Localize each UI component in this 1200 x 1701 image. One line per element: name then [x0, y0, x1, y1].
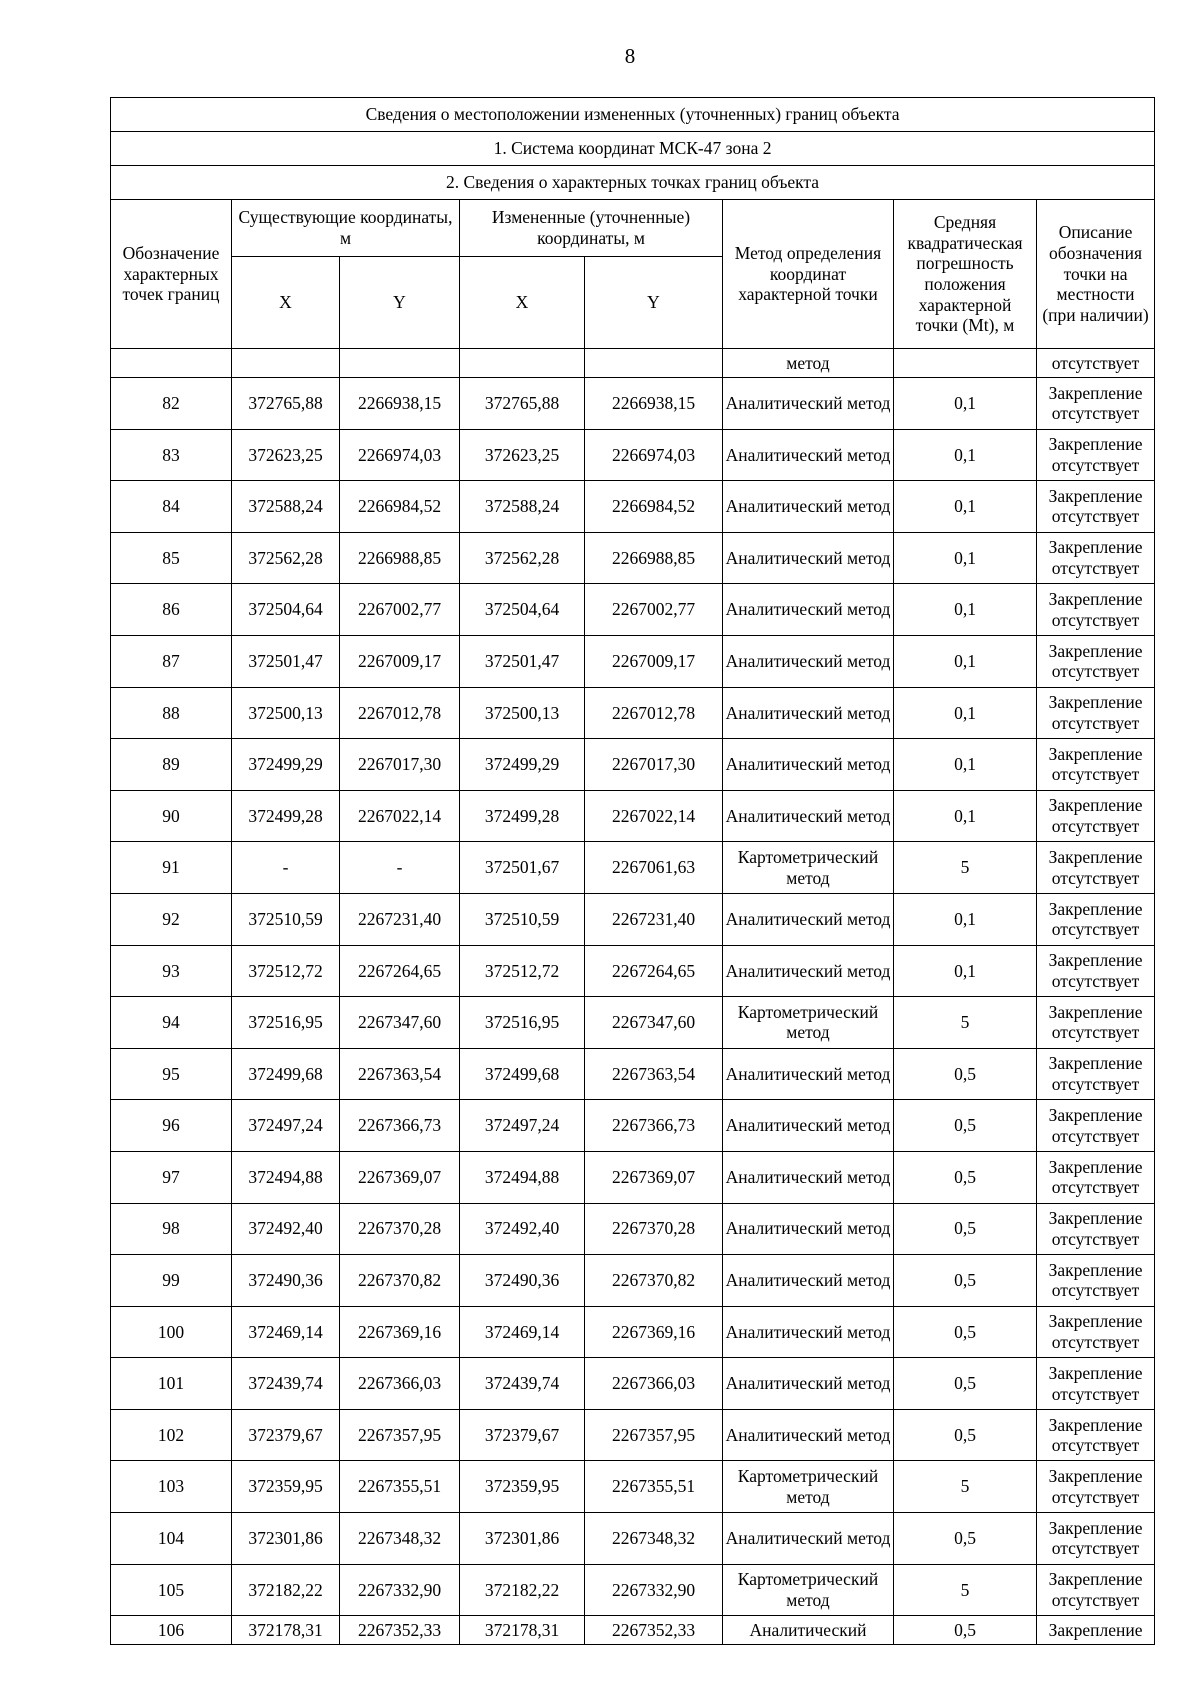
table-row	[111, 429, 1155, 481]
cell-changed-x: 372765,88	[460, 378, 585, 430]
cell-description: Закрепление отсутствует	[1037, 739, 1155, 791]
cell-existing-x: 372500,13	[232, 687, 340, 739]
table-row	[111, 842, 1155, 894]
table-row	[111, 945, 1155, 997]
table-row	[111, 893, 1155, 945]
table-row	[111, 1358, 1155, 1410]
page-number: 8	[624, 44, 636, 68]
cell-existing-x: -	[232, 842, 340, 894]
cell-existing-x: 372178,31	[232, 1616, 340, 1645]
cell-point-number: 94	[111, 997, 232, 1049]
cell-existing-y: 2267231,40	[340, 893, 460, 945]
cell-description: Закрепление	[1037, 1616, 1155, 1645]
cell-empty	[340, 349, 460, 378]
cell-changed-x: 372497,24	[460, 1100, 585, 1152]
cell-changed-x: 372501,47	[460, 635, 585, 687]
cell-changed-y: 2267009,17	[585, 635, 723, 687]
cell-method: Аналитический метод	[723, 1409, 894, 1461]
cell-existing-x: 372512,72	[232, 945, 340, 997]
cell-changed-x: 372501,67	[460, 842, 585, 894]
cell-changed-x: 372516,95	[460, 997, 585, 1049]
cell-method: Картометрический метод	[723, 842, 894, 894]
cell-description: Закрепление отсутствует	[1037, 1048, 1155, 1100]
cell-changed-y: 2267022,14	[585, 790, 723, 842]
table-title-row	[111, 98, 1155, 132]
cell-existing-x: 372504,64	[232, 584, 340, 636]
cell-existing-y: 2266938,15	[340, 378, 460, 430]
cell-existing-y: 2266984,52	[340, 481, 460, 533]
table-row	[111, 687, 1155, 739]
cell-changed-x: 372562,28	[460, 532, 585, 584]
cell-existing-x: 372510,59	[232, 893, 340, 945]
cell-existing-y: 2267352,33	[340, 1616, 460, 1645]
cell-error: 0,1	[894, 532, 1037, 584]
header-row-1	[111, 200, 1155, 257]
cell-existing-x: 372516,95	[232, 997, 340, 1049]
cell-method: Аналитический метод	[723, 635, 894, 687]
cell-existing-y: 2267363,54	[340, 1048, 460, 1100]
cell-point-number: 90	[111, 790, 232, 842]
cell-description: Закрепление отсутствует	[1037, 635, 1155, 687]
cell-point-number: 86	[111, 584, 232, 636]
cell-existing-x: 372492,40	[232, 1203, 340, 1255]
cell-changed-x: 372379,67	[460, 1409, 585, 1461]
table-row	[111, 739, 1155, 791]
cell-changed-x: 372492,40	[460, 1203, 585, 1255]
cell-description: Закрепление отсутствует	[1037, 687, 1155, 739]
cell-point-number: 103	[111, 1461, 232, 1513]
cell-description: Закрепление отсутствует	[1037, 790, 1155, 842]
cell-existing-y: 2267002,77	[340, 584, 460, 636]
table-row	[111, 1564, 1155, 1616]
cell-description: Закрепление отсутствует	[1037, 842, 1155, 894]
cell-existing-x: 372588,24	[232, 481, 340, 533]
cell-method: Аналитический метод	[723, 584, 894, 636]
cell-empty	[111, 349, 232, 378]
table-row	[111, 997, 1155, 1049]
cell-changed-x: 372301,86	[460, 1513, 585, 1565]
table-row	[111, 790, 1155, 842]
cell-changed-x: 372500,13	[460, 687, 585, 739]
cell-method: Картометрический метод	[723, 1461, 894, 1513]
cell-error: 5	[894, 1564, 1037, 1616]
cell-changed-x: 372178,31	[460, 1616, 585, 1645]
cell-error: 5	[894, 1461, 1037, 1513]
cell-method: Аналитический метод	[723, 893, 894, 945]
cell-empty	[585, 349, 723, 378]
cell-existing-x: 372469,14	[232, 1306, 340, 1358]
cell-existing-y: 2267009,17	[340, 635, 460, 687]
cell-existing-x: 372359,95	[232, 1461, 340, 1513]
cell-description: Закрепление отсутствует	[1037, 1513, 1155, 1565]
cell-existing-x: 372497,24	[232, 1100, 340, 1152]
cell-existing-y: 2267357,95	[340, 1409, 460, 1461]
cell-changed-x: 372490,36	[460, 1255, 585, 1307]
cell-existing-y: 2266974,03	[340, 429, 460, 481]
cell-error: 0,5	[894, 1409, 1037, 1461]
cell-point-number: 104	[111, 1513, 232, 1565]
table-row	[111, 481, 1155, 533]
cell-method: Аналитический метод	[723, 1306, 894, 1358]
table-row	[111, 1048, 1155, 1100]
cell-existing-y: 2267366,03	[340, 1358, 460, 1410]
cell-existing-y: 2267348,32	[340, 1513, 460, 1565]
cell-method: Аналитический метод	[723, 1151, 894, 1203]
header-existing-y: Y	[340, 257, 460, 349]
cell-description: Закрепление отсутствует	[1037, 1203, 1155, 1255]
cell-changed-y: 2267332,90	[585, 1564, 723, 1616]
cell-changed-x: 372504,64	[460, 584, 585, 636]
cell-existing-y: 2267369,16	[340, 1306, 460, 1358]
cell-method: Аналитический метод	[723, 1048, 894, 1100]
cell-point-number: 82	[111, 378, 232, 430]
cell-description: Закрепление отсутствует	[1037, 378, 1155, 430]
cell-method: Картометрический метод	[723, 1564, 894, 1616]
cell-error: 0,1	[894, 739, 1037, 791]
cell-error: 0,5	[894, 1616, 1037, 1645]
cell-empty	[894, 349, 1037, 378]
cell-method: метод	[723, 349, 894, 378]
cell-existing-y: 2267347,60	[340, 997, 460, 1049]
table-row	[111, 635, 1155, 687]
cell-empty	[232, 349, 340, 378]
cell-point-number: 91	[111, 842, 232, 894]
cell-point-number: 83	[111, 429, 232, 481]
cell-point-number: 95	[111, 1048, 232, 1100]
cell-changed-x: 372494,88	[460, 1151, 585, 1203]
cell-existing-y: 2267012,78	[340, 687, 460, 739]
continuation-row	[111, 349, 1155, 378]
cell-point-number: 84	[111, 481, 232, 533]
cell-existing-y: -	[340, 842, 460, 894]
cell-existing-x: 372501,47	[232, 635, 340, 687]
header-error: Средняя квадратическая погрешность положения характерной точки (Mt), м	[894, 200, 1037, 349]
table-row	[111, 1409, 1155, 1461]
cell-error: 0,1	[894, 429, 1037, 481]
coordinate-system: 1. Система координат МСК-47 зона 2	[111, 132, 1155, 166]
cell-changed-x: 372439,74	[460, 1358, 585, 1410]
cell-existing-x: 372439,74	[232, 1358, 340, 1410]
cell-method: Аналитический	[723, 1616, 894, 1645]
cell-error: 0,5	[894, 1255, 1037, 1307]
coordinate-system-row	[111, 132, 1155, 166]
cell-error: 0,5	[894, 1358, 1037, 1410]
cell-description: Закрепление отсутствует	[1037, 893, 1155, 945]
cell-changed-y: 2267366,03	[585, 1358, 723, 1410]
cell-changed-x: 372623,25	[460, 429, 585, 481]
cell-existing-x: 372494,88	[232, 1151, 340, 1203]
cell-point-number: 88	[111, 687, 232, 739]
header-method: Метод определения координат характерной точки	[723, 200, 894, 349]
header-changed-y: Y	[585, 257, 723, 349]
cell-point-number: 89	[111, 739, 232, 791]
cell-existing-y: 2267355,51	[340, 1461, 460, 1513]
cell-description: Закрепление отсутствует	[1037, 1409, 1155, 1461]
cell-error: 0,5	[894, 1100, 1037, 1152]
cell-changed-y: 2267017,30	[585, 739, 723, 791]
cell-error: 0,1	[894, 945, 1037, 997]
cell-method: Аналитический метод	[723, 481, 894, 533]
cell-description: Закрепление отсутствует	[1037, 481, 1155, 533]
cell-existing-y: 2267332,90	[340, 1564, 460, 1616]
cell-changed-y: 2267061,63	[585, 842, 723, 894]
cell-error: 0,5	[894, 1048, 1037, 1100]
cell-point-number: 93	[111, 945, 232, 997]
table-row	[111, 1255, 1155, 1307]
cell-error: 0,1	[894, 893, 1037, 945]
cell-changed-y: 2267352,33	[585, 1616, 723, 1645]
cell-error: 0,5	[894, 1203, 1037, 1255]
cell-method: Аналитический метод	[723, 1358, 894, 1410]
header-changed-x: X	[460, 257, 585, 349]
table-row	[111, 1100, 1155, 1152]
cell-changed-x: 372499,28	[460, 790, 585, 842]
cell-empty	[460, 349, 585, 378]
table-row	[111, 584, 1155, 636]
cell-point-number: 96	[111, 1100, 232, 1152]
cell-point-number: 102	[111, 1409, 232, 1461]
cell-changed-x: 372499,29	[460, 739, 585, 791]
boundary-points-table	[110, 97, 1155, 1645]
cell-description: Закрепление отсутствует	[1037, 1358, 1155, 1410]
cell-error: 5	[894, 997, 1037, 1049]
cell-changed-y: 2267012,78	[585, 687, 723, 739]
cell-existing-x: 372182,22	[232, 1564, 340, 1616]
table-row	[111, 1513, 1155, 1565]
cell-existing-x: 372765,88	[232, 378, 340, 430]
cell-changed-x: 372359,95	[460, 1461, 585, 1513]
cell-changed-y: 2267348,32	[585, 1513, 723, 1565]
cell-existing-y: 2267369,07	[340, 1151, 460, 1203]
cell-method: Аналитический метод	[723, 1255, 894, 1307]
cell-point-number: 100	[111, 1306, 232, 1358]
cell-method: Аналитический метод	[723, 1203, 894, 1255]
cell-error: 0,1	[894, 584, 1037, 636]
cell-point-number: 97	[111, 1151, 232, 1203]
cell-changed-y: 2267231,40	[585, 893, 723, 945]
table-title: Сведения о местоположении измененных (уточненных) границ объекта	[111, 98, 1155, 132]
cell-error: 0,1	[894, 790, 1037, 842]
cell-changed-y: 2267370,82	[585, 1255, 723, 1307]
cell-method: Картометрический метод	[723, 997, 894, 1049]
table-row	[111, 1616, 1155, 1645]
header-designation: Обозначение характерных точек границ	[111, 200, 232, 349]
cell-changed-y: 2267369,16	[585, 1306, 723, 1358]
cell-existing-y: 2267017,30	[340, 739, 460, 791]
header-existing-x: X	[232, 257, 340, 349]
cell-changed-x: 372510,59	[460, 893, 585, 945]
cell-description: Закрепление отсутствует	[1037, 1564, 1155, 1616]
table-row	[111, 1203, 1155, 1255]
cell-error: 0,1	[894, 378, 1037, 430]
cell-error: 0,1	[894, 635, 1037, 687]
cell-existing-y: 2267264,65	[340, 945, 460, 997]
cell-changed-y: 2267366,73	[585, 1100, 723, 1152]
cell-existing-x: 372490,36	[232, 1255, 340, 1307]
cell-point-number: 87	[111, 635, 232, 687]
section-title-row	[111, 166, 1155, 200]
cell-description: отсутствует	[1037, 349, 1155, 378]
cell-method: Аналитический метод	[723, 532, 894, 584]
cell-error: 5	[894, 842, 1037, 894]
table-row	[111, 1151, 1155, 1203]
cell-error: 0,5	[894, 1513, 1037, 1565]
cell-changed-y: 2267347,60	[585, 997, 723, 1049]
cell-error: 0,1	[894, 687, 1037, 739]
cell-method: Аналитический метод	[723, 378, 894, 430]
cell-existing-x: 372301,86	[232, 1513, 340, 1565]
header-description: Описание обозначения точки на местности (при наличии)	[1037, 200, 1155, 349]
cell-changed-y: 2267002,77	[585, 584, 723, 636]
table-row	[111, 1306, 1155, 1358]
cell-changed-y: 2266988,85	[585, 532, 723, 584]
cell-point-number: 98	[111, 1203, 232, 1255]
cell-existing-y: 2267366,73	[340, 1100, 460, 1152]
cell-existing-x: 372499,28	[232, 790, 340, 842]
cell-changed-x: 372469,14	[460, 1306, 585, 1358]
section-title: 2. Сведения о характерных точках границ объекта	[111, 166, 1155, 200]
cell-error: 0,5	[894, 1151, 1037, 1203]
cell-method: Аналитический метод	[723, 1100, 894, 1152]
cell-method: Аналитический метод	[723, 429, 894, 481]
cell-changed-y: 2266974,03	[585, 429, 723, 481]
cell-method: Аналитический метод	[723, 790, 894, 842]
cell-method: Аналитический метод	[723, 739, 894, 791]
cell-description: Закрепление отсутствует	[1037, 429, 1155, 481]
cell-changed-y: 2267264,65	[585, 945, 723, 997]
table-row	[111, 378, 1155, 430]
table-row	[111, 532, 1155, 584]
cell-existing-x: 372623,25	[232, 429, 340, 481]
cell-changed-y: 2267363,54	[585, 1048, 723, 1100]
cell-point-number: 101	[111, 1358, 232, 1410]
header-changed-coords: Измененные (уточненные) координаты, м	[460, 200, 723, 257]
cell-existing-x: 372499,68	[232, 1048, 340, 1100]
cell-changed-y: 2267355,51	[585, 1461, 723, 1513]
cell-existing-y: 2267022,14	[340, 790, 460, 842]
cell-description: Закрепление отсутствует	[1037, 532, 1155, 584]
cell-description: Закрепление отсутствует	[1037, 945, 1155, 997]
cell-description: Закрепление отсутствует	[1037, 997, 1155, 1049]
cell-description: Закрепление отсутствует	[1037, 1306, 1155, 1358]
cell-changed-y: 2266984,52	[585, 481, 723, 533]
cell-changed-x: 372499,68	[460, 1048, 585, 1100]
cell-changed-y: 2267369,07	[585, 1151, 723, 1203]
cell-changed-y: 2267357,95	[585, 1409, 723, 1461]
cell-existing-y: 2267370,28	[340, 1203, 460, 1255]
cell-error: 0,1	[894, 481, 1037, 533]
cell-changed-y: 2267370,28	[585, 1203, 723, 1255]
cell-point-number: 92	[111, 893, 232, 945]
cell-existing-x: 372379,67	[232, 1409, 340, 1461]
cell-description: Закрепление отсутствует	[1037, 584, 1155, 636]
header-existing-coords: Существующие координаты, м	[232, 200, 460, 257]
table-row	[111, 1461, 1155, 1513]
cell-changed-x: 372588,24	[460, 481, 585, 533]
cell-point-number: 99	[111, 1255, 232, 1307]
cell-method: Аналитический метод	[723, 1513, 894, 1565]
cell-method: Аналитический метод	[723, 945, 894, 997]
cell-changed-x: 372182,22	[460, 1564, 585, 1616]
cell-description: Закрепление отсутствует	[1037, 1100, 1155, 1152]
cell-existing-x: 372499,29	[232, 739, 340, 791]
cell-description: Закрепление отсутствует	[1037, 1461, 1155, 1513]
cell-point-number: 105	[111, 1564, 232, 1616]
cell-changed-x: 372512,72	[460, 945, 585, 997]
cell-method: Аналитический метод	[723, 687, 894, 739]
cell-point-number: 85	[111, 532, 232, 584]
cell-description: Закрепление отсутствует	[1037, 1151, 1155, 1203]
cell-existing-x: 372562,28	[232, 532, 340, 584]
table-body	[111, 98, 1155, 1645]
cell-point-number: 106	[111, 1616, 232, 1645]
cell-description: Закрепление отсутствует	[1037, 1255, 1155, 1307]
cell-error: 0,5	[894, 1306, 1037, 1358]
cell-existing-y: 2266988,85	[340, 532, 460, 584]
cell-existing-y: 2267370,82	[340, 1255, 460, 1307]
cell-changed-y: 2266938,15	[585, 378, 723, 430]
